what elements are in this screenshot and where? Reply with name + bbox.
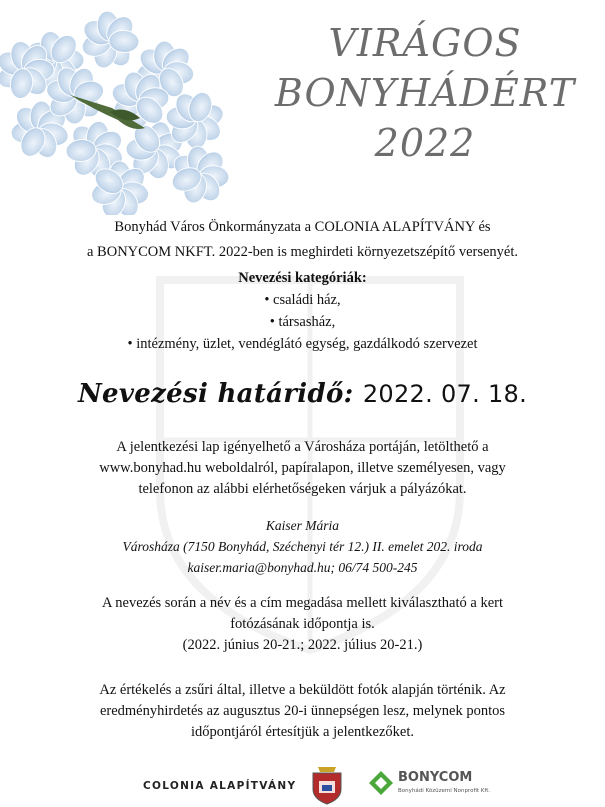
contact-address: Városháza (7150 Bonyhád, Széchenyi tér 12.) II. emelet 202. iroda (122, 539, 483, 554)
title-line-3: 2022 (374, 121, 476, 165)
evaluation-line-1: Az értékelés a zsűri által, illetve a beküldött fotók alapján történik. Az (99, 682, 506, 698)
categories-list (0, 267, 605, 355)
info-line-1: A jelentkezési lap igényelhető a Városháza portáján, letölthető a (116, 439, 489, 455)
bonycom-subtitle: Bonyhádi Közüzemi Nonprofit Kft. (398, 788, 491, 794)
evaluation-line-2: eredményhirdetés az augusztus 20-i ünnepségen lesz, melynek pontos (99, 703, 506, 719)
contact-name: Kaiser Mária (265, 518, 340, 533)
evaluation-info (0, 680, 605, 743)
deadline-date: 2022. 07. 18. (362, 380, 528, 408)
categories-heading: Nevezési kategóriák: (238, 270, 367, 286)
bonycom-logo-icon (368, 770, 394, 796)
evaluation-line-3: időpontjáról értesítjük a jelentkezőket. (190, 724, 415, 740)
contact-block (0, 515, 605, 578)
photo-line-2: fotózásának időpontja is. (230, 616, 375, 632)
contact-email-phone: kaiser.maria@bonyhad.hu; 06/74 500-245 (187, 560, 418, 575)
category-item: • családi ház, (264, 292, 341, 308)
photo-line-1: A nevezés során a név és a cím megadása mellett kiválasztható a kert (101, 595, 503, 611)
intro-line-1: Bonyhád Város Önkormányzata a COLONIA ALAPÍTVÁNY és (114, 219, 491, 235)
sponsor-footer (0, 760, 605, 805)
info-line-2: www.bonyhad.hu weboldalról, papíralapon, illetve személyesen, vagy (99, 460, 506, 476)
photo-info (0, 593, 605, 656)
application-info (0, 437, 605, 500)
colonia-logo-text: COLONIA ALAPÍTVÁNY (143, 780, 297, 792)
photo-line-3: (2022. június 20-21.; 2022. július 20-21.) (182, 637, 423, 653)
bonycom-name-text: BONYCOM (398, 770, 473, 785)
poster-title (255, 18, 595, 168)
category-item: • intézmény, üzlet, vendéglátó egység, gazdálkodó szervezet (127, 336, 478, 352)
category-item: • társasház, (269, 314, 336, 330)
info-line-3: telefonon az alábbi elérhetőségeken várjuk a pályázókat. (138, 481, 467, 497)
intro-line-2: a BONYCOM NKFT. 2022-ben is meghirdeti környezetszépítő versenyét. (86, 244, 518, 260)
intro-paragraph (0, 215, 605, 265)
title-line-2: BONYHÁDÉRT (274, 71, 576, 115)
town-crest-icon (310, 765, 344, 805)
deadline-label: Nevezési határidő: (77, 379, 354, 409)
title-line-1: VIRÁGOS (328, 21, 522, 65)
hydrangea-image (0, 0, 235, 215)
deadline-line (0, 378, 605, 410)
bonycom-name (398, 770, 472, 785)
